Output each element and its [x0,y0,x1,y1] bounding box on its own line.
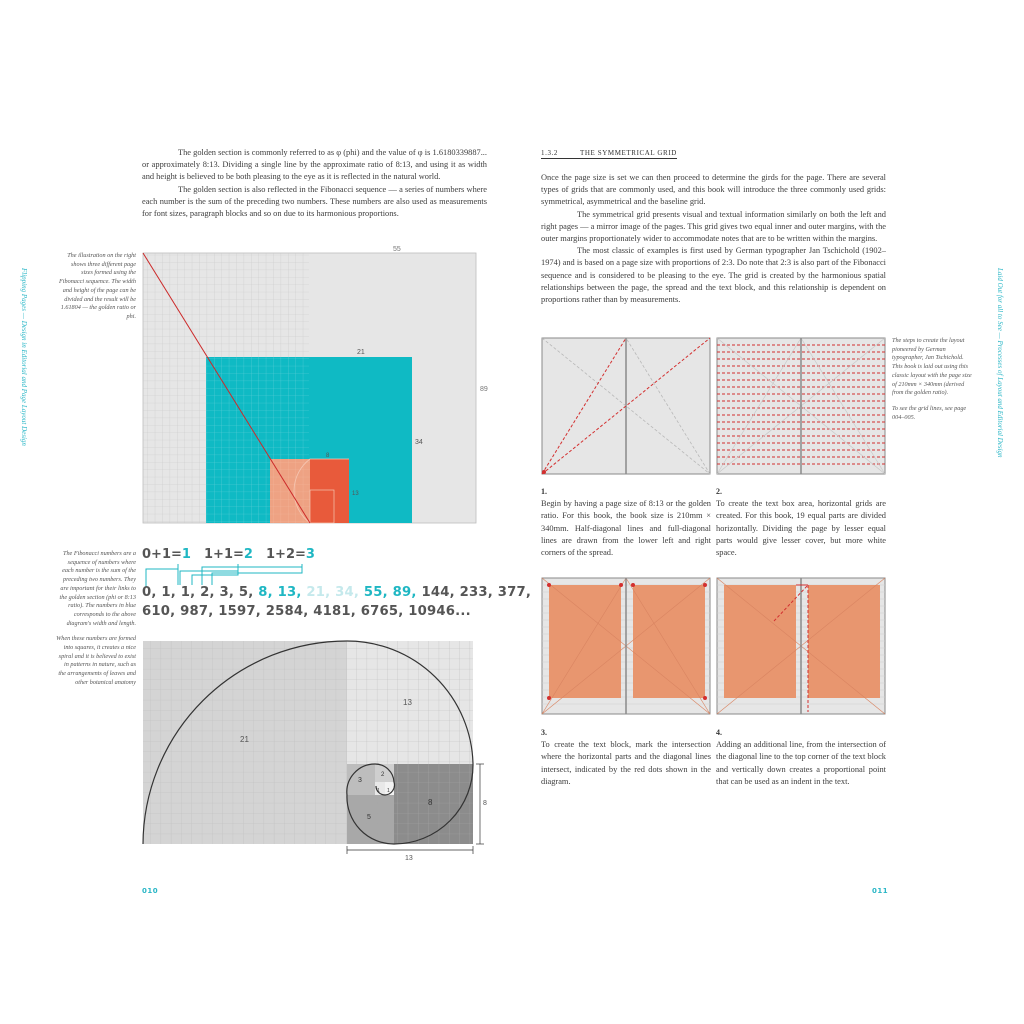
label-13: 13 [403,698,412,707]
dimension-height: 8 [483,800,487,807]
paragraph: The most classic of examples is first used by German typographer Jan Tschichold (1902–1974) and is based on a page size with proportions of 2:3. Do note that 2:3 is also part of the Fibonacci sequence and is considered to be pleasing to the eye. The grid is created by the harmonious spatial relationships between the page, the spread and the text block, and this relationship is dependent on proportions rather than by measurements. [541,246,886,305]
equation-3: 1+2=3 [266,547,315,562]
fibonacci-sequence-line-2: 610, 987, 1597, 2584, 4181, 6765, 10946... [142,604,471,619]
label-21: 21 [240,735,249,744]
equation-1: 0+1=1 [142,547,191,562]
note-fibonacci-numbers [56,550,136,695]
grid-step-1-diagram [541,337,711,475]
paragraph: The golden section is commonly referred to as φ (phi) and the value of φ is 1.6180339887... or approximately 8:13. Dividing a single line by the approximate ratio of 8:13, and using it as width and height is believed to be both pleasing to the eye as it is reflected in the natural world. [142,148,487,182]
label-55: 55 [393,246,401,253]
fibonacci-page-sizes-diagram [140,240,495,528]
note-text: To see the grid lines, see page 004–005. [892,404,967,421]
note-text: When these numbers are formed into squares, it creates a nice spiral and it is believed to exist in patterns in nature, such as the arrangements of leaves and other botanical anatomy [56,635,136,686]
note-fibonacci-pages [58,252,136,329]
right-running-title: Laid Out for all to See — Processes of Layout and Editorial Design [996,268,1004,458]
label-13: 13 [352,491,359,497]
fibonacci-sequence-line-1: 0, 1, 1, 2, 3, 5, 8, 13, 21, 34, 55, 89, 144, 233, 377, [142,585,532,600]
folio-left: 010 [142,887,159,895]
grid-step-2-diagram [716,337,886,475]
step-2: 2. To create the text box area, horizontal grids are created. For this book, 19 equal parts are divided horizontally. Dividing the page by lesser equal parts would give lesser cover, but more white space. [716,487,886,558]
grid-step-4-diagram [716,577,886,715]
paragraph: Once the page size is set we can then proceed to determine the girds for the page. There are several types of grids that are commonly used, and this book will introduce the three commonly used grids: symmetrical, asymmetrical and the baseline grid. [541,173,886,207]
grid-step-3-diagram [541,577,711,715]
step-4: 4. Adding an additional line, from the intersection of the diagonal line to the top corner of the text block and vertically down creates a proportional point that can be used as an indent in the text. [716,728,886,786]
dimension-width: 13 [405,855,413,862]
step-1: 1. Begin by having a page size of 8:13 or the golden ratio. For this book, the book size is 210mm × 340mm. Half-diagonal lines and full-diagonal lines are drawn from the lower left and right corners of the spread. [541,487,711,558]
section-heading: 1.3.2 THE SYMMETRICAL GRID [541,149,677,157]
label-5: 5 [367,814,371,821]
paragraph: The symmetrical grid presents visual and textual information similarly on both the left and right pages — a mirror image of the pages. This grid gives two equal inner and outer margins, with the outer margins proportionately wider to accommodate notes that are to be written within the margins. [541,209,886,244]
equation-2: 1+1=2 [204,547,253,562]
side-note [892,337,972,429]
left-running-title: Flipping Pages — Design in Editorial and Page Layout Design [20,268,28,446]
left-body-text [142,147,487,220]
label-1: 1 [387,788,390,794]
label-34: 34 [415,439,423,446]
right-body-text [541,172,886,306]
label-3: 3 [358,777,362,784]
step-3: 3. To create the text block, mark the intersection where the horizontal parts and the diagonal lines intersect, indicated by the red dots shown in the diagram. [541,728,711,786]
note-text: The illustration on the right shows three different page sizes formed using the Fibonacci sequence. The width and height of the page can be divided and the result will be 1.61804 — the golden ratio or phi. [59,252,136,320]
label-8: 8 [428,798,433,807]
folio-right: 011 [872,887,889,895]
label-1: 1 [377,788,380,794]
note-text: The Fibonacci numbers are a sequence of numbers where each number is the sum of the preceding two numbers. They are important for their links to the golden section (phi or 8:13 ratio). The numbers in blue corresponds to the above diagram's width and length. [59,550,136,627]
note-text: The steps to create the layout pioneered by German typographer, Jan Tschichold. This book is laid out using this classic layout with the page size of 210mm × 340mm (derived from the golden ratio). [892,337,972,397]
label-2: 2 [381,772,385,778]
label-21: 21 [357,349,365,356]
label-8: 8 [326,453,330,459]
paragraph: The golden section is also reflected in the Fibonacci sequence — a series of numbers where each number is the sum of the preceding two numbers. These numbers are also used as measurements for font sizes, paragraph blocks and so on due to its harmonious proportions. [142,184,487,219]
label-89: 89 [480,386,488,393]
golden-spiral-diagram [140,638,500,868]
